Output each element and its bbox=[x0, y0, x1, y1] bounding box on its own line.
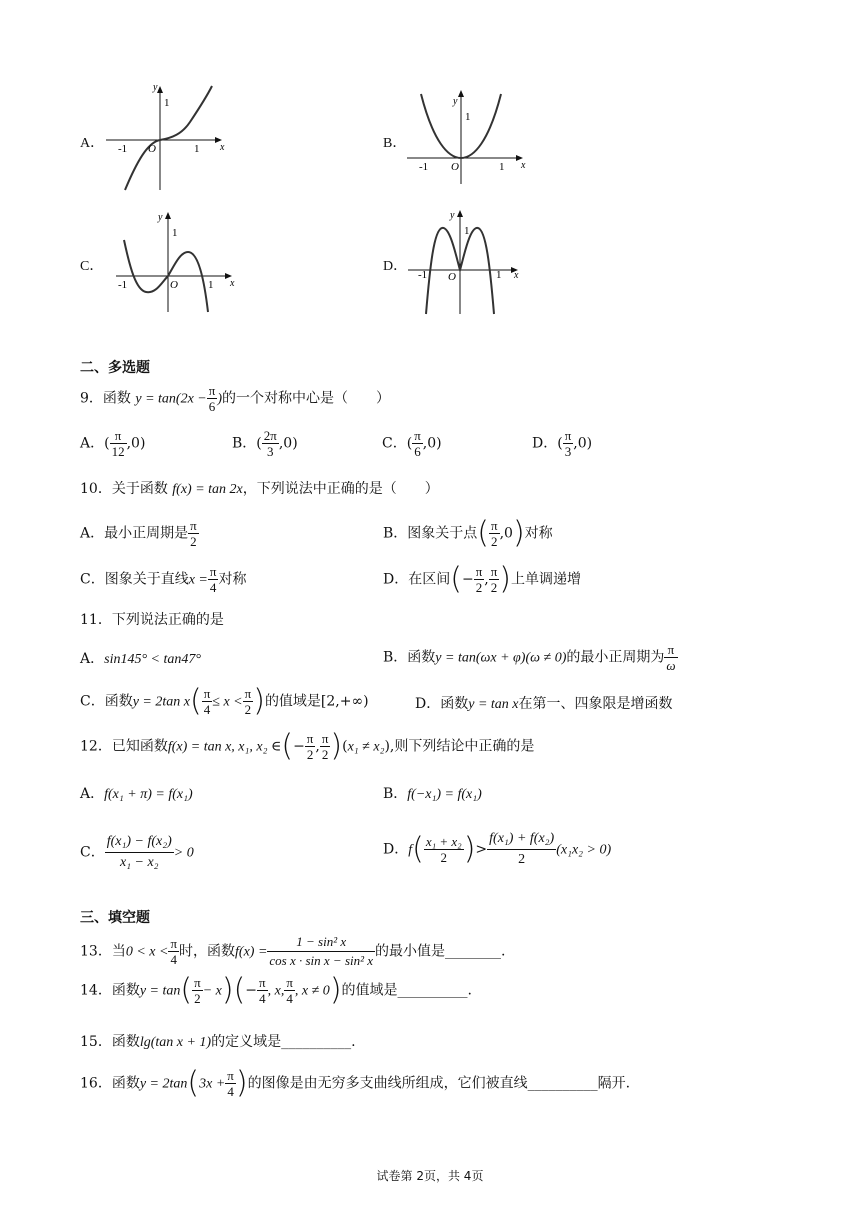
q9-option-b[interactable]: B．( $\frac{2\pi}{3}$ ,0) bbox=[232, 428, 298, 459]
question-11: 11．下列说法正确的是 bbox=[80, 612, 224, 628]
x-label: x bbox=[230, 278, 235, 289]
y-arrow bbox=[165, 212, 171, 219]
x-tick-neg1: -1 bbox=[419, 161, 429, 173]
option-a-label: A． bbox=[80, 136, 105, 151]
q11-option-a[interactable]: A．sin145° < tan47° bbox=[80, 651, 201, 667]
x-tick-1: 1 bbox=[194, 143, 200, 155]
y-tick-1: 1 bbox=[164, 97, 170, 109]
q10-option-a[interactable]: A．最小正周期是 $\frac{\pi}{2}$ bbox=[80, 518, 197, 549]
q12-option-d[interactable]: D．f( $\frac{\text{x₁ + x₂}}{2}$ )> $\frac{\text{f(x₁) + f(x₂)}}{2}$ (x₁x₂ > 0) bbox=[383, 831, 612, 867]
q11-option-c[interactable]: C．函数y = 2tan x( $\frac{\pi}{4}$ ≤ x < $\frac{\pi}{2}$ )的值域是[2,+∞) bbox=[80, 683, 369, 719]
y-label: y bbox=[153, 82, 158, 93]
x-tick-neg1: -1 bbox=[118, 279, 128, 291]
x-tick-neg1: -1 bbox=[118, 143, 128, 155]
y-tick-1: 1 bbox=[464, 225, 470, 237]
origin: O bbox=[451, 161, 459, 173]
section-title-multiple-choice: 二、多选题 bbox=[80, 360, 150, 376]
y-arrow bbox=[457, 210, 463, 217]
y-arrow bbox=[157, 86, 163, 93]
x-tick-1: 1 bbox=[496, 269, 502, 281]
y-tick-1: 1 bbox=[465, 111, 471, 123]
origin: O bbox=[170, 279, 178, 291]
x-label: x bbox=[220, 142, 225, 153]
q10-option-b[interactable]: B．图象关于点( $\frac{\pi}{2}$ ,0)对称 bbox=[383, 515, 553, 551]
question-12: 12．已知函数f(x) = tan x, x₁, x₂ ∈(− $\frac{\pi}{2}$ , $\frac{\pi}{2}$ )(x₁ ≠ x₂),则下列结论中正确的是 bbox=[80, 728, 535, 764]
y-arrow bbox=[458, 90, 464, 97]
q12-option-b[interactable]: B．f(−x₁) = f(x₁) bbox=[383, 786, 482, 802]
q10-option-c[interactable]: C．图象关于直线x = $\frac{\pi}{4}$ 对称 bbox=[80, 564, 247, 595]
y-label: y bbox=[450, 210, 455, 221]
x-label: x bbox=[521, 160, 526, 171]
graph-b bbox=[403, 86, 533, 186]
origin: O bbox=[148, 143, 156, 155]
graph-a bbox=[100, 82, 230, 194]
x-label: x bbox=[514, 270, 519, 281]
q12-option-a[interactable]: A．f(x₁ + π) = f(x₁) bbox=[80, 786, 193, 802]
q9-option-a[interactable]: A．( $\frac{\pi}{12}$ ,0) bbox=[80, 428, 146, 459]
question-16: 16．函数y = 2tan(3x + $\frac{\pi}{4}$ )的图像是由无穷多支曲线所组成，它们被直线__________隔开. bbox=[80, 1065, 631, 1101]
y-label: y bbox=[453, 96, 458, 107]
section-title-fill-in: 三、填空题 bbox=[80, 910, 150, 926]
q11-option-d[interactable]: D．函数y = tan x在第一、四象限是增函数 bbox=[415, 696, 673, 712]
y-tick-1: 1 bbox=[172, 227, 178, 239]
question-13: 13．当0 < x < $\frac{\pi}{4}$ 时，函数f(x) = $\frac{\text{1 − sin² x}}{\text{cos x · sin x − sin² x}}$ 的最小值是________. bbox=[80, 934, 506, 968]
q12-option-c[interactable]: C． $\frac{\text{f(x₁) − f(x₂)}}{\text{x₁ − x₂}}$ > 0 bbox=[80, 834, 194, 870]
q11-option-b[interactable]: B．函数y = tan(ωx + φ)(ω ≠ 0)的最小正周期为 $\frac{\pi}{\omega}$ bbox=[383, 642, 676, 673]
question-9: 9．函数 y = tan(2x − $\frac{\pi}{6}$ )的一个对称中心是（ ） bbox=[80, 383, 390, 414]
question-15: 15．函数lg(tan x + 1)的定义域是__________. bbox=[80, 1034, 356, 1050]
origin: O bbox=[448, 271, 456, 283]
x-tick-1: 1 bbox=[499, 161, 505, 173]
option-c-label: C． bbox=[80, 259, 104, 274]
option-d-label: D． bbox=[383, 259, 408, 274]
y-label: y bbox=[158, 212, 163, 223]
page-footer: 试卷第 2页，共 4页 bbox=[376, 1169, 484, 1183]
q10-option-d[interactable]: D．在区间(− $\frac{\pi}{2}$ , $\frac{\pi}{2}$ )上单调递增 bbox=[383, 561, 582, 597]
x-tick-1: 1 bbox=[208, 279, 214, 291]
graph-d bbox=[404, 206, 534, 316]
q9-option-c[interactable]: C．( $\frac{\pi}{6}$ ,0) bbox=[382, 428, 442, 459]
graph-c bbox=[112, 208, 242, 314]
x-tick-neg1: -1 bbox=[418, 269, 428, 281]
option-b-label: B． bbox=[383, 136, 407, 151]
q9-option-d[interactable]: D．( $\frac{\pi}{3}$ ,0) bbox=[532, 428, 593, 459]
question-10: 10．关于函数 f(x) = tan 2x，下列说法中正确的是（ ） bbox=[80, 481, 439, 497]
question-14: 14．函数y = tan( $\frac{\pi}{2}$ − x)(− $\frac{\pi}{4}$ , x, $\frac{\pi}{4}$ , x ≠ 0)的值域是__________. bbox=[80, 972, 472, 1008]
